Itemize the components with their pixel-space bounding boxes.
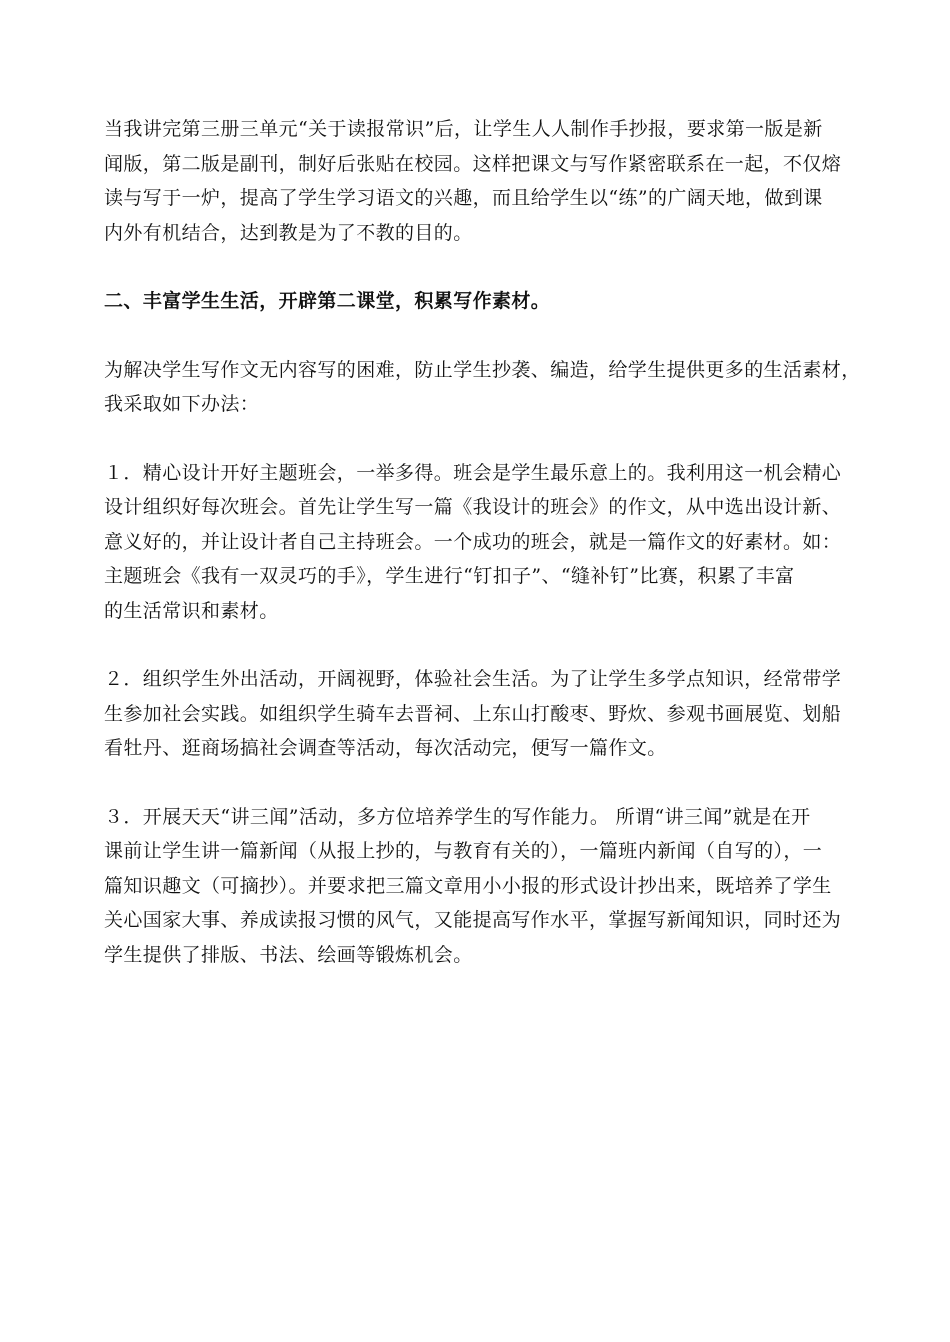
- paragraph-line: 篇知识趣文（可摘抄）。并要求把三篇文章用小小报的形式设计抄出来，既培养了学生: [104, 874, 832, 897]
- paragraph-line: 闻版，第二版是副刊，制好后张贴在校园。这样把课文与写作紧密联系在一起，不仅熔: [104, 152, 842, 175]
- paragraph-line: ２．组织学生外出活动，开阔视野，体验社会生活。为了让学生多学点知识，经常带学: [104, 668, 842, 690]
- section-heading: 二、丰富学生生活，开辟第二课堂，积累写作素材。: [104, 290, 551, 312]
- paragraph-line: 主题班会《我有一双灵巧的手》，学生进行“钉扣子”、“缝补钉”比赛，积累了丰富: [104, 565, 795, 587]
- paragraph-line: 设计组织好每次班会。首先让学生写一篇《我设计的班会》的作文，从中选出设计新、: [104, 496, 842, 518]
- paragraph-line: 看牡丹、逛商场搞社会调查等活动，每次活动完，便写一篇作文。: [104, 737, 667, 759]
- paragraph-line: 当我讲完第三册三单元“关于读报常识”后，让学生人人制作手抄报，要求第一版是新: [104, 118, 823, 140]
- paragraph-line: 关心国家大事、养成读报习惯的风气，又能提高写作水平，掌握写新闻知识，同时还为: [104, 909, 842, 931]
- numbered-item-2: [104, 662, 850, 766]
- opening-paragraph: [104, 112, 850, 250]
- paragraph-line: ３．开展天天“讲三闻”活动，多方位培养学生的写作能力。 所谓“讲三闻”就是在开: [104, 805, 811, 828]
- paragraph-line: １．精心设计开好主题班会，一举多得。班会是学生最乐意上的。我利用这一机会精心: [104, 461, 842, 484]
- paragraph-line: 内外有机结合，达到教是为了不教的目的。: [104, 221, 473, 244]
- paragraph-line: 课前让学生讲一篇新闻（从报上抄的，与教育有关的），一篇班内新闻（自写的），一: [104, 840, 823, 862]
- intro-paragraph: [104, 353, 861, 422]
- paragraph-line: 我采取如下办法：: [104, 393, 260, 415]
- paragraph-line: 学生提供了排版、书法、绘画等锻炼机会。: [104, 943, 473, 966]
- numbered-item-1: [104, 456, 850, 629]
- numbered-item-3: [104, 800, 850, 973]
- paragraph-line: 生参加社会实践。如组织学生骑车去晋祠、上东山打酸枣、野炊、参观书画展览、划船: [104, 702, 842, 725]
- paragraph-line: 为解决学生写作文无内容写的困难，防止学生抄袭、编造，给学生提供更多的生活素材，: [104, 358, 861, 381]
- paragraph-line: 的生活常识和素材。: [104, 599, 279, 622]
- paragraph-line: 读与写于一炉，提高了学生学习语文的兴趣，而且给学生以“练”的广阔天地，做到课: [104, 187, 823, 209]
- paragraph-line: 意义好的，并让设计者自己主持班会。一个成功的班会，就是一篇作文的好素材。如：: [104, 530, 842, 553]
